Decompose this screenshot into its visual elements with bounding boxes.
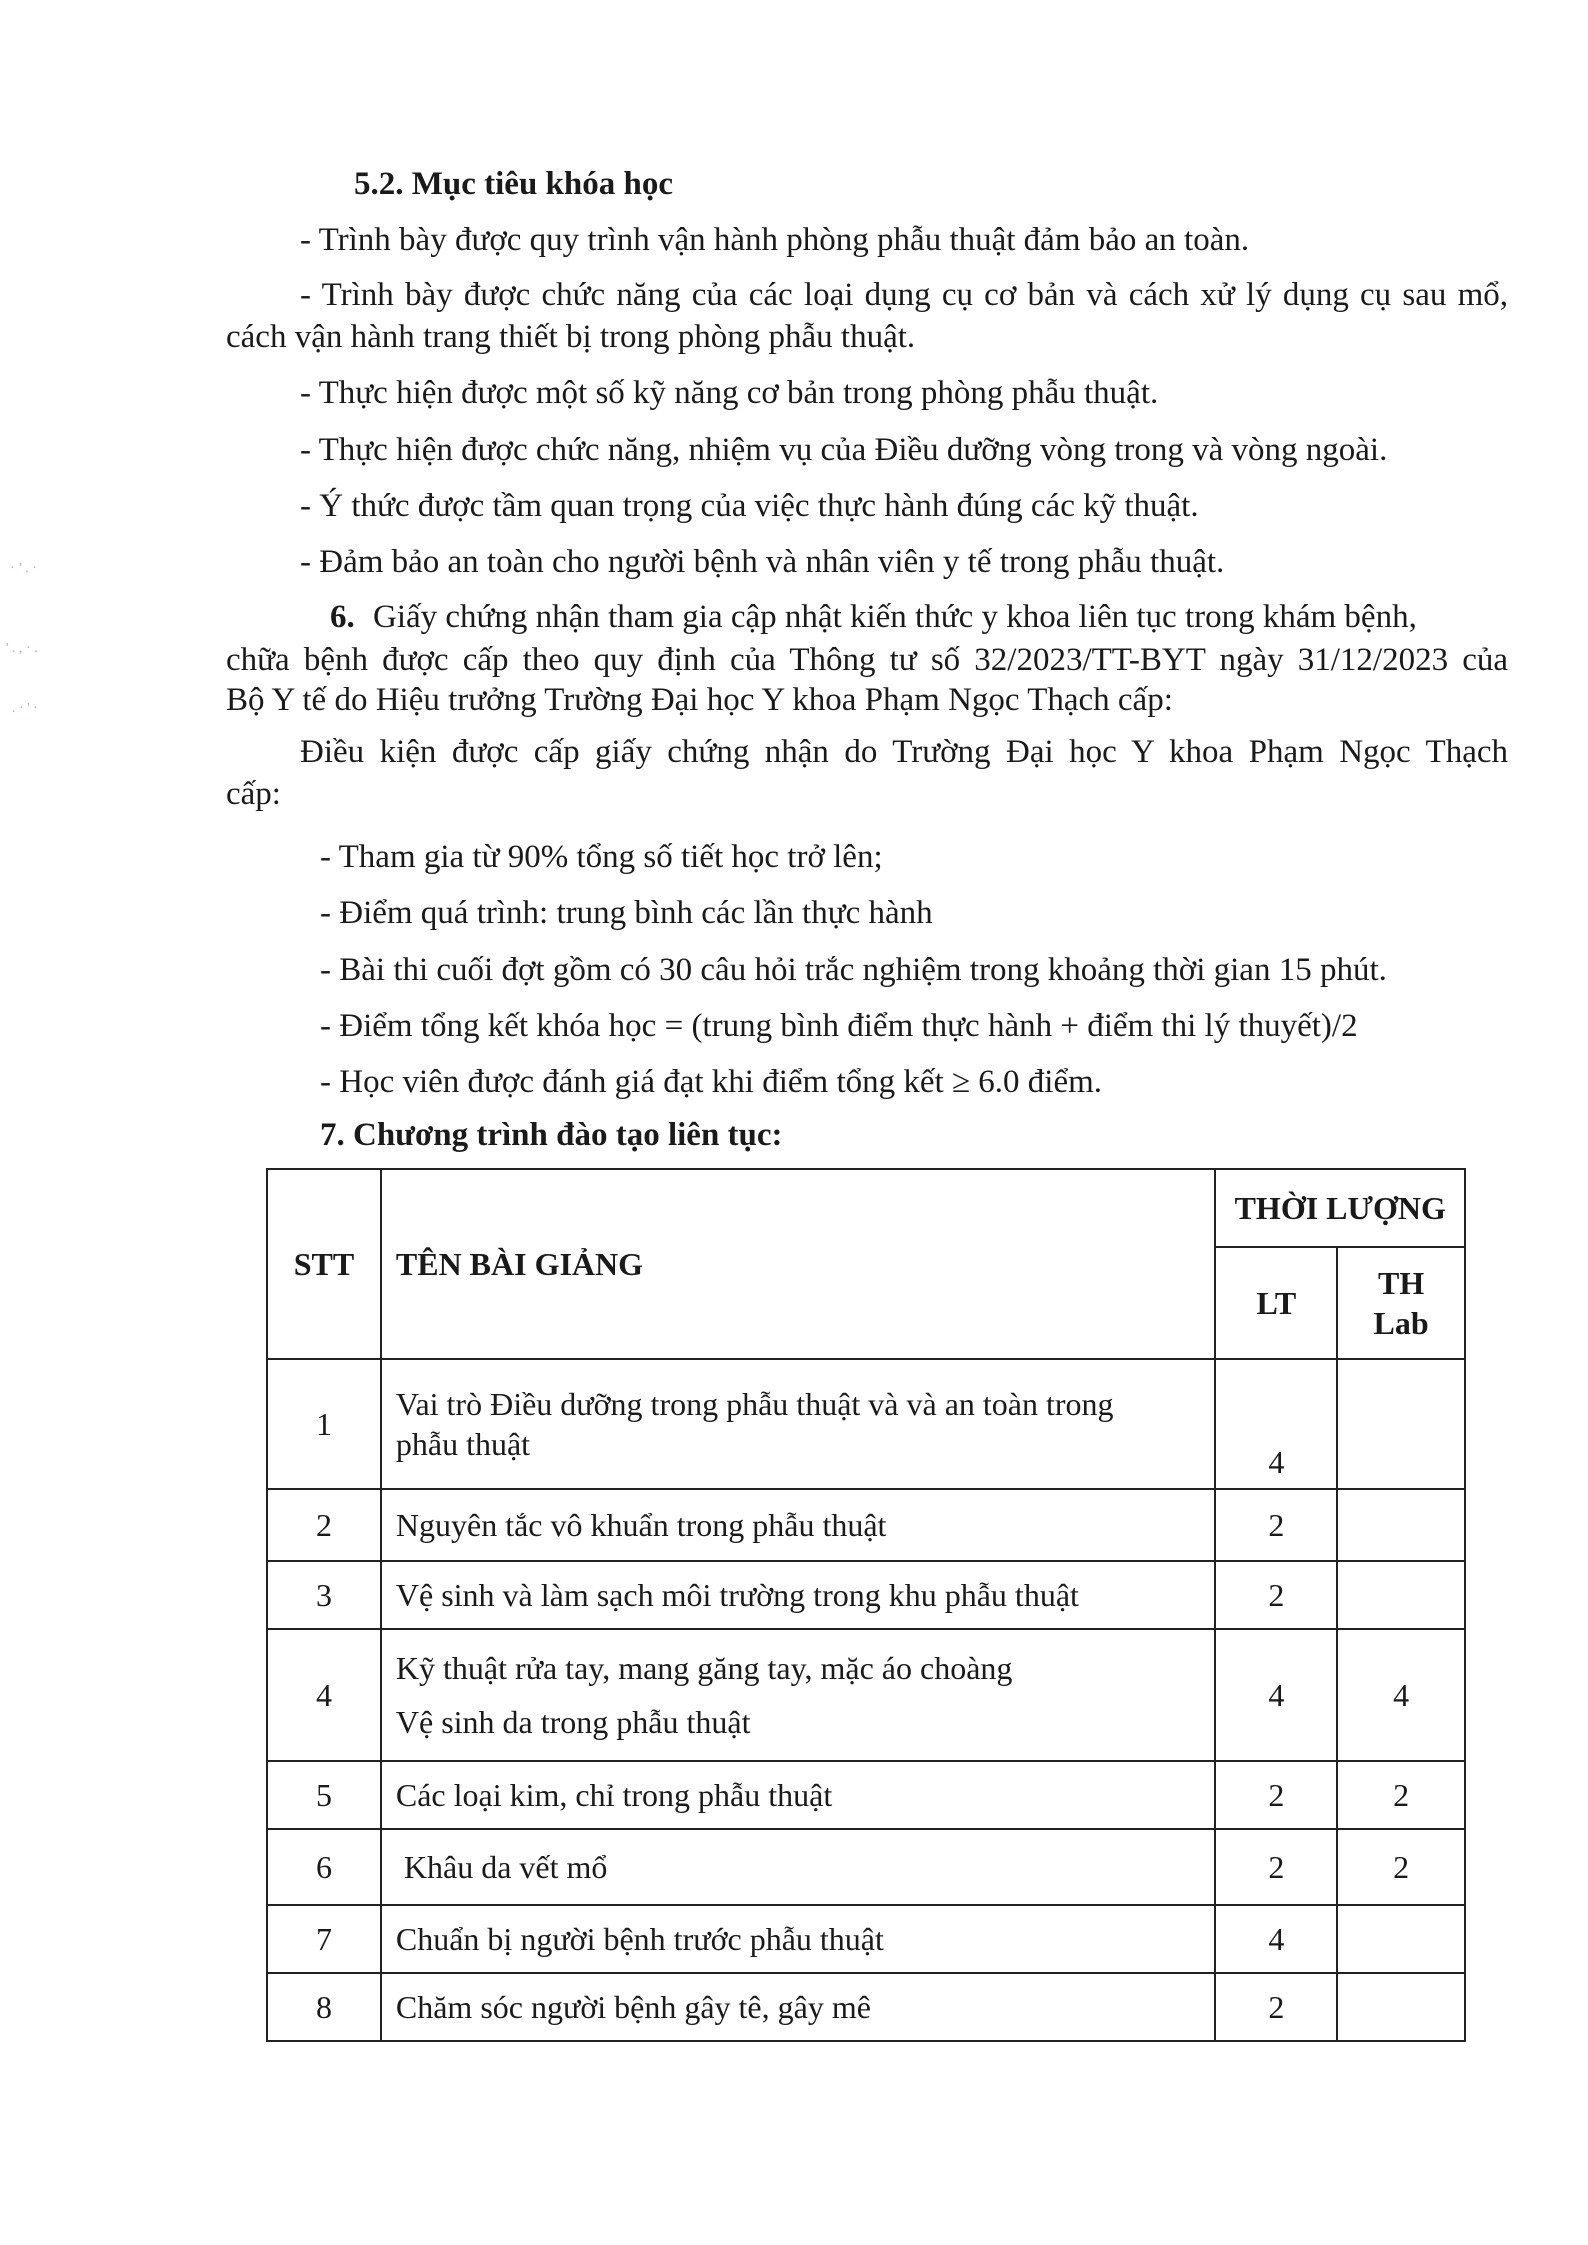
objective-item: - Thực hiện được một số kỹ năng cơ bản trong phòng phẫu thuật. <box>300 375 1159 411</box>
row-stt: 7 <box>267 1905 381 1973</box>
objective-item: - Ý thức được tầm quan trọng của việc thực hành đúng các kỹ thuật. <box>300 488 1199 524</box>
objective-item: - Đảm bảo an toàn cho người bệnh và nhân viên y tế trong phẫu thuật. <box>300 544 1225 580</box>
row-stt: 3 <box>267 1561 381 1629</box>
conditions-intro-continued: cấp: <box>226 776 281 812</box>
row-lecture-name: Các loại kim, chỉ trong phẫu thuật <box>381 1761 1216 1829</box>
row-stt: 2 <box>267 1489 381 1561</box>
training-program-table <box>266 1168 1466 2042</box>
row-lecture-name <box>381 1629 1216 1761</box>
row-lt: 2 <box>1215 1561 1337 1629</box>
section-6-text: Giấy chứng nhận tham gia cập nhật kiến thức y khoa liên tục trong khám bệnh, <box>373 599 1417 635</box>
row-name-line: phẫu thuật <box>395 1426 531 1462</box>
row-th <box>1337 1905 1465 1973</box>
row-th: 2 <box>1337 1761 1465 1829</box>
row-name-line: Vệ sinh da trong phẫu thuật <box>395 1704 751 1740</box>
stamp-bleed-mark: ' . , · . <box>6 641 38 656</box>
condition-item: - Điểm quá trình: trung bình các lần thực hành <box>320 895 933 931</box>
row-th <box>1337 1359 1465 1489</box>
header-stt: STT <box>267 1169 381 1359</box>
row-stt: 1 <box>267 1359 381 1489</box>
condition-item: - Học viên được đánh giá đạt khi điểm tổng kết ≥ 6.0 điểm. <box>320 1064 1103 1100</box>
condition-item: - Điểm tổng kết khóa học = (trung bình điểm thực hành + điểm thi lý thuyết)/2 <box>320 1008 1358 1044</box>
header-th: TH <box>1377 1265 1425 1301</box>
row-lt: 4 <box>1215 1359 1337 1489</box>
row-lecture-name: Chăm sóc người bệnh gây tê, gây mê <box>381 1973 1216 2041</box>
row-lecture-name: Nguyên tắc vô khuẩn trong phẫu thuật <box>381 1489 1216 1561</box>
row-stt: 5 <box>267 1761 381 1829</box>
section-6-number: 6. <box>330 599 355 635</box>
row-th <box>1337 1489 1465 1561</box>
row-name-line: Vai trò Điều dưỡng trong phẫu thuật và và an toàn trong <box>395 1386 1114 1422</box>
section-6-line: chữa bệnh được cấp theo quy định của Thông tư số 32/2023/TT-BYT ngày 31/12/2023 của <box>226 642 1508 678</box>
header-lt: LT <box>1215 1247 1337 1359</box>
header-lecture-name: TÊN BÀI GIẢNG <box>381 1169 1216 1359</box>
row-th: 2 <box>1337 1829 1465 1905</box>
objective-item: - Trình bày được chức năng của các loại dụng cụ cơ bản và cách xử lý dụng cụ sau mổ, <box>300 277 1508 313</box>
objective-item: - Trình bày được quy trình vận hành phòng phẫu thuật đảm bảo an toàn. <box>300 222 1250 258</box>
row-lt: 2 <box>1215 1973 1337 2041</box>
stamp-bleed-mark: . · ' · <box>12 701 38 716</box>
row-stt: 4 <box>267 1629 381 1761</box>
condition-item: - Bài thi cuối đợt gồm có 30 câu hỏi trắc nghiệm trong khoảng thời gian 15 phút. <box>320 952 1387 988</box>
table-header-row <box>267 1169 1465 1247</box>
row-th <box>1337 1973 1465 2041</box>
header-duration: THỜI LƯỢNG <box>1215 1169 1465 1247</box>
row-lt: 2 <box>1215 1761 1337 1829</box>
row-lecture-name <box>381 1359 1216 1489</box>
row-lecture-name: Khâu da vết mổ <box>381 1829 1216 1905</box>
table-row <box>267 1561 1465 1629</box>
section-6-first-line <box>330 597 1508 638</box>
row-lt: 4 <box>1215 1629 1337 1761</box>
section-5-2-heading: 5.2. Mục tiêu khóa học <box>354 166 674 202</box>
row-stt: 6 <box>267 1829 381 1905</box>
row-lt: 2 <box>1215 1829 1337 1905</box>
table-row <box>267 1359 1465 1489</box>
row-lt: 4 <box>1215 1905 1337 1973</box>
condition-item: - Tham gia từ 90% tổng số tiết học trở lên; <box>320 839 883 875</box>
table-row <box>267 1629 1465 1761</box>
row-th: 4 <box>1337 1629 1465 1761</box>
row-lt: 2 <box>1215 1489 1337 1561</box>
table-row <box>267 1489 1465 1561</box>
table-row <box>267 1905 1465 1973</box>
objective-item: - Thực hiện được chức năng, nhiệm vụ của Điều dưỡng vòng trong và vòng ngoài. <box>300 432 1388 468</box>
table-row <box>267 1973 1465 2041</box>
row-name-line: Kỹ thuật rửa tay, mang găng tay, mặc áo choàng <box>395 1650 1013 1686</box>
stamp-bleed-mark: · ’ . · <box>10 561 37 576</box>
table-row <box>267 1829 1465 1905</box>
section-7-heading: 7. Chương trình đào tạo liên tục: <box>320 1117 783 1153</box>
row-th <box>1337 1561 1465 1629</box>
header-lab: Lab <box>1373 1305 1429 1341</box>
section-6-line: Bộ Y tế do Hiệu trưởng Trường Đại học Y khoa Phạm Ngọc Thạch cấp: <box>226 682 1173 718</box>
row-lecture-name: Chuẩn bị người bệnh trước phẫu thuật <box>381 1905 1216 1973</box>
conditions-intro: Điều kiện được cấp giấy chứng nhận do Trường Đại học Y khoa Phạm Ngọc Thạch <box>300 734 1508 770</box>
row-lecture-name: Vệ sinh và làm sạch môi trường trong khu phẫu thuật <box>381 1561 1216 1629</box>
row-stt: 8 <box>267 1973 381 2041</box>
objective-item-continued: cách vận hành trang thiết bị trong phòng phẫu thuật. <box>226 319 916 355</box>
table-row <box>267 1761 1465 1829</box>
header-th-lab <box>1337 1247 1465 1359</box>
